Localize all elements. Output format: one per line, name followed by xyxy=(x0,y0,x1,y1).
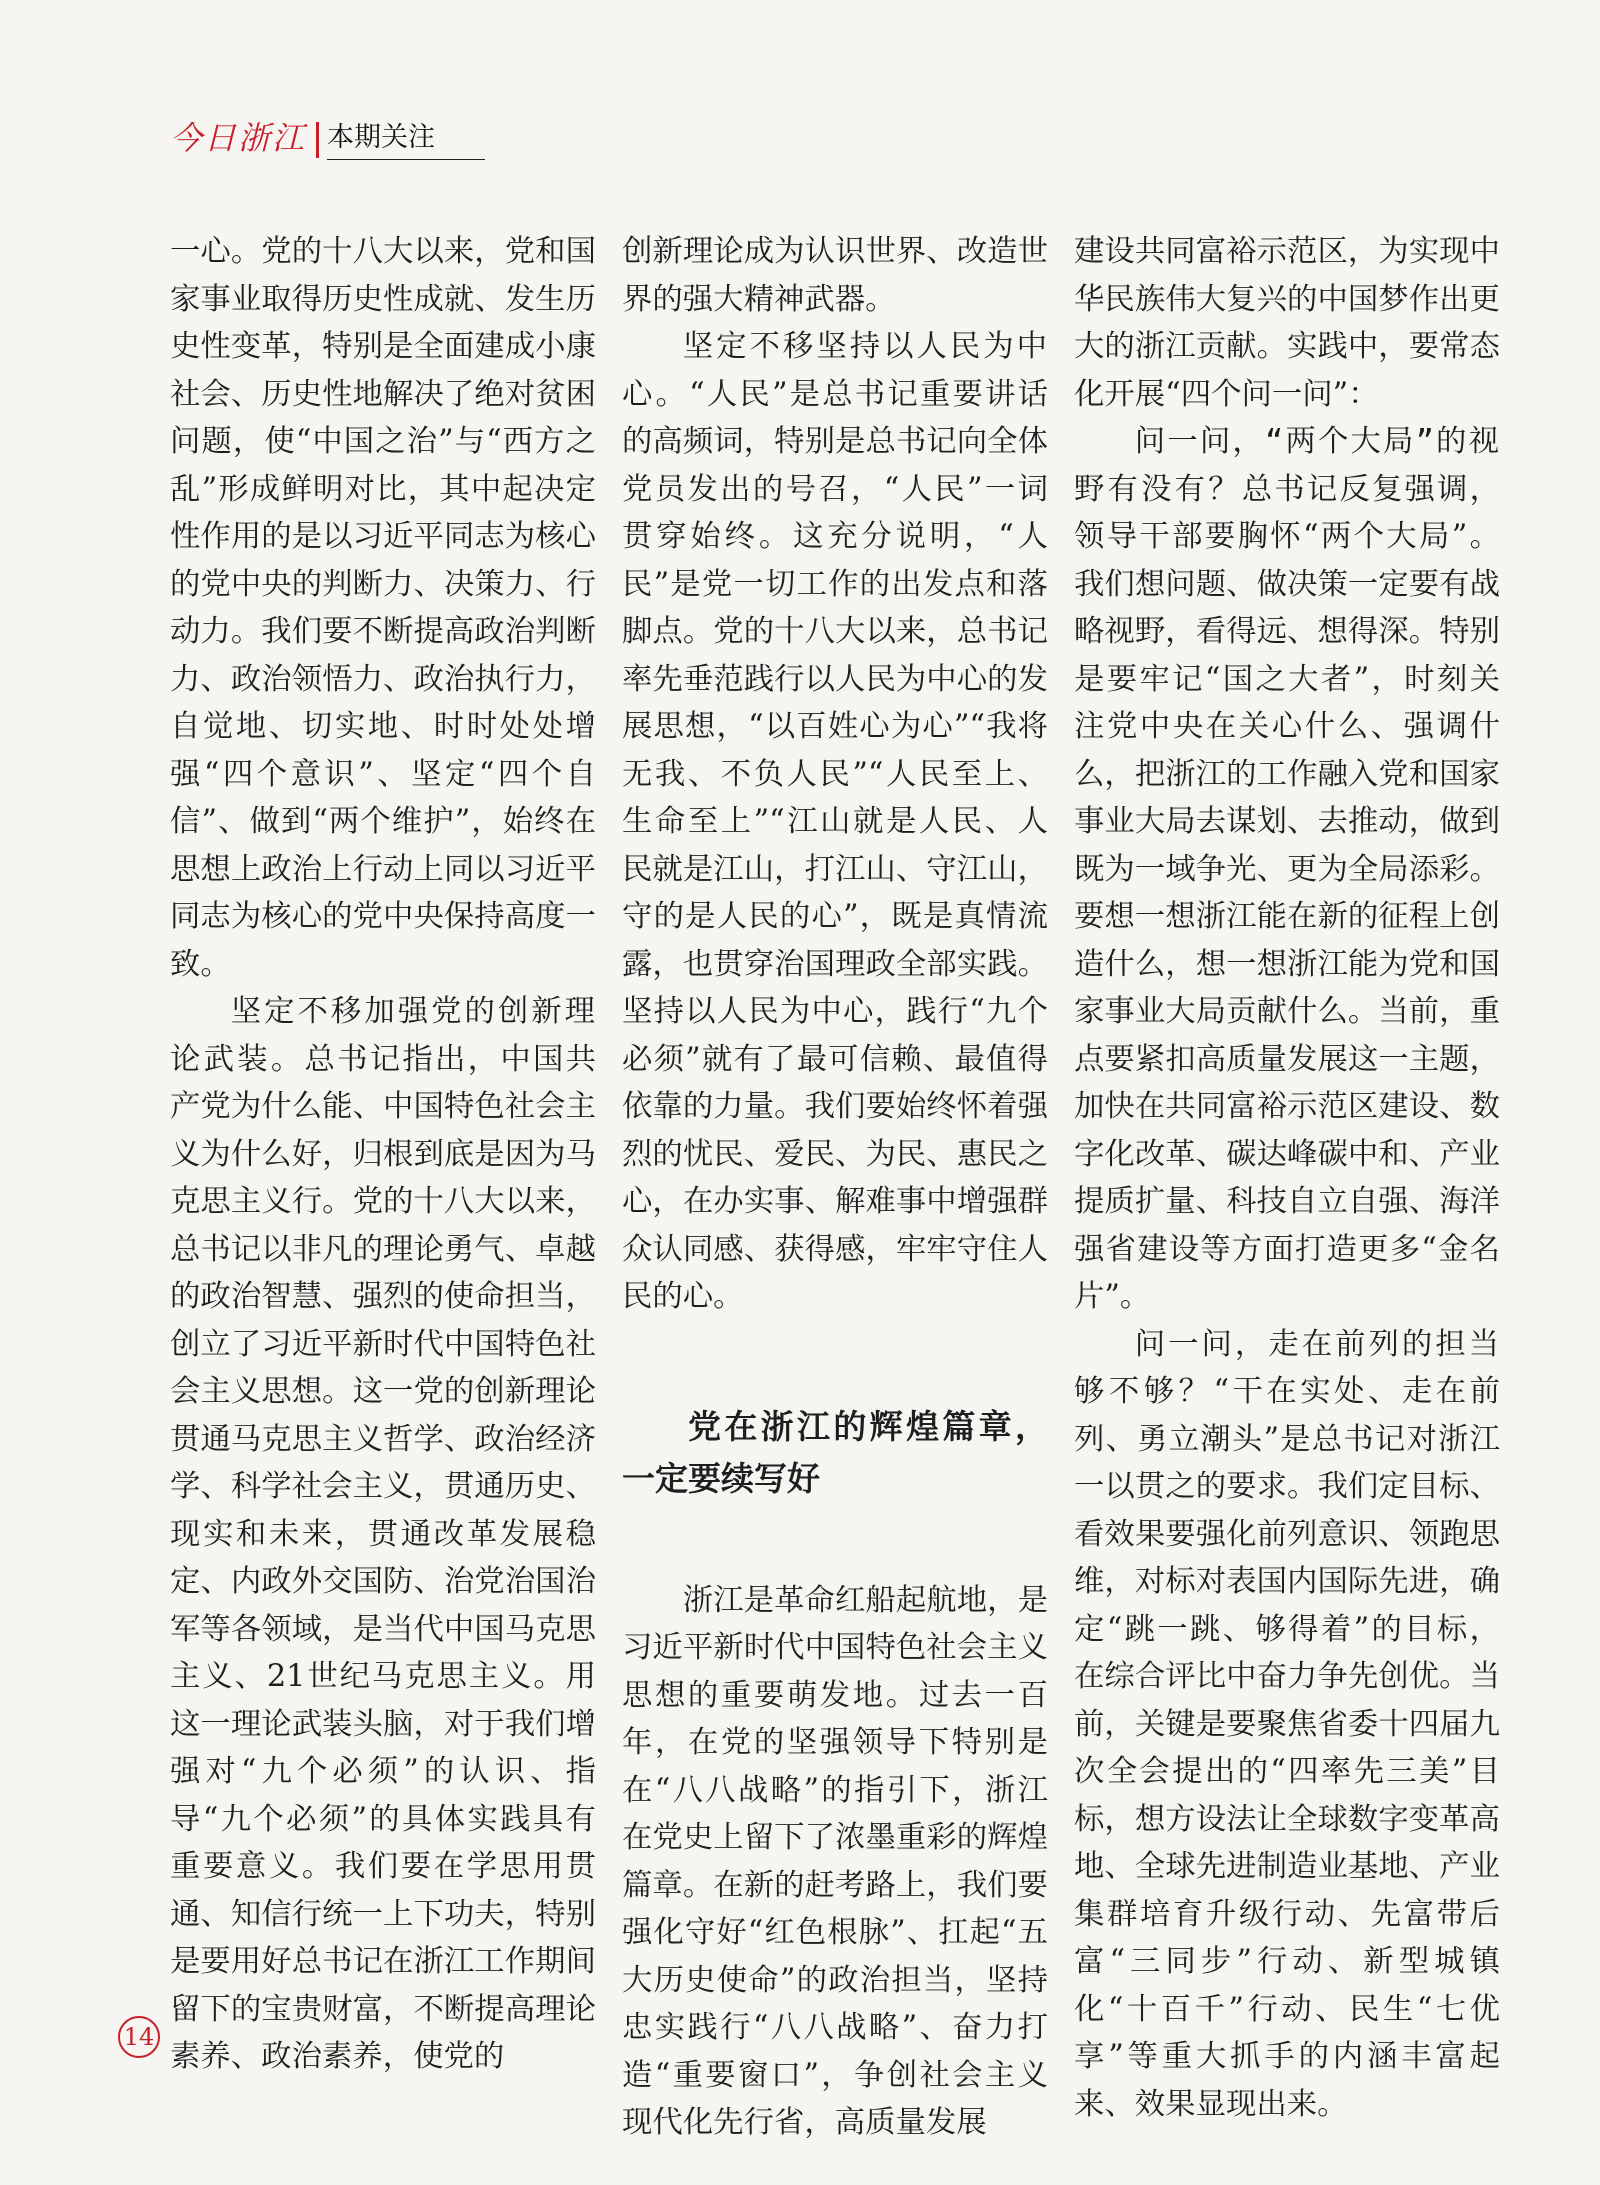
paragraph-lead: 坚定不移坚持以人民为中心。 xyxy=(622,329,1048,412)
paragraph: 浙江是革命红船起航地，是习近平新时代中国特色社会主义思想的重要萌发地。过去一百年，在党的坚强领导下特别是在“八八战略”的指引下，浙江在党史上留下了浓墨重彩的辉煌篇章。在新的赶考路上，我们要强化守好“红色根脉”、扛起“五大历史使命”的政治担当，坚持忠实践行“八八战略”、奋力打造“重要窗口”，争创社会主义现代化先行省，高质量发展 xyxy=(622,1582,1048,2140)
page-header xyxy=(170,119,485,160)
paragraph-lead: 问一问，走在前列的担当够不够？ xyxy=(1074,1326,1500,1409)
section-subheading: 党在浙江的辉煌篇章，一定要续写好 xyxy=(622,1406,1048,1498)
text-column-3 xyxy=(1074,228,1500,2128)
section-title: 本期关注 xyxy=(327,124,485,160)
paragraph: 一心。党的十八大以来，党和国家事业取得历史性成就、发生历史性变革，特别是全面建成小康社会、历史性地解决了绝对贫困问题，使“中国之治”与“西方之乱”形成鲜明对比，其中起决定性作用的是以习近平同志为核心的党中央的判断力、决策力、行动力。我们要不断提高政治判断力、政治领悟力、政治执行力，自觉地、切实地、时时处处增强“四个意识”、坚定“四个自信”、做到“两个维护”，始终在思想上政治上行动上同以习近平同志为核心的党中央保持高度一致。 xyxy=(170,234,596,982)
paragraph xyxy=(170,988,596,2081)
paragraph: 创新理论成为认识世界、改造世界的强大精神武器。 xyxy=(622,234,1048,317)
paragraph xyxy=(1074,418,1500,1321)
text-column-2 xyxy=(622,228,1048,2147)
paragraph-body: 总书记反复强调，领导干部要胸怀“两个大局”。我们想问题、做决策一定要有战略视野，看得远、想得深。特别是要牢记“国之大者”，时刻关注党中央在关心什么、强调什么，把浙江的工作融入党和国家事业大局去谋划、去推动，做到既为一域争光、更为全局添彩。要想一想浙江能在新的征程上创造什么，想一想浙江能为党和国家事业大局贡献什么。当前，重点要紧扣高质量发展这一主题，加快在共同富裕示范区建设、数字化改革、碳达峰碳中和、产业提质扩量、科技自立自强、海洋强省建设等方面打造更多“金名片”。 xyxy=(1074,471,1500,1314)
paragraph-body: 总书记指出，中国共产党为什么能、中国特色社会主义为什么好，归根到底是因为马克思主义行。党的十八大以来，总书记以非凡的理论勇气、卓越的政治智慧、强烈的使命担当，创立了习近平新时代中国特色社会主义思想。这一党的创新理论贯通马克思主义哲学、政治经济学、科学社会主义，贯通历史、现实和未来，贯通改革发展稳定、内政外交国防、治党治国治军等各领域，是当代中国马克思主义、21世纪马克思主义。用这一理论武装头脑，对于我们增强对“九个必须”的认识、指导“九个必须”的具体实践具有重要意义。我们要在学思用贯通、知信行统一上下功夫，特别是要用好总书记在浙江工作期间留下的宝贵财富，不断提高理论素养、政治素养，使党的 xyxy=(170,1041,596,2074)
paragraph xyxy=(622,323,1048,1321)
text-column-1 xyxy=(170,228,596,2081)
paragraph-lead: 问一问，“两个大局”的视野有没有？ xyxy=(1074,424,1500,507)
paragraph-lead: 坚定不移加强党的创新理论武装。 xyxy=(170,994,596,1077)
paragraph: 建设共同富裕示范区，为实现中华民族伟大复兴的中国梦作出更大的浙江贡献。实践中，要常态化开展“四个问一问”： xyxy=(1074,234,1500,412)
paragraph-body: “人民”是总书记重要讲话的高频词，特别是总书记向全体党员发出的号召，“人民”一词贯穿始终。这充分说明，“人民”是党一切工作的出发点和落脚点。党的十八大以来，总书记率先垂范践行以人民为中心的发展思想，“以百姓心为心”“我将无我、不负人民”“人民至上、生命至上”“江山就是人民、人民就是江山，打江山、守江山，守的是人民的心”，既是真情流露，也贯穿治国理政全部实践。坚持以人民为中心，践行“九个必须”就有了最可信赖、最值得依靠的力量。我们要始终怀着强烈的忧民、爱民、为民、惠民之心，在办实事、解难事中增强群众认同感、获得感，牢牢守住人民的心。 xyxy=(622,376,1048,1314)
header-divider xyxy=(316,122,319,158)
page-number: 14 xyxy=(118,2016,160,2058)
paragraph xyxy=(1074,1321,1500,2129)
paragraph-body: “干在实处、走在前列、勇立潮头”是总书记对浙江一以贯之的要求。我们定目标、看效果要强化前列意识、领跑思维，对标对表国内国际先进，确定“跳一跳、够得着”的目标，在综合评比中奋力争先创优。当前，关键是要聚焦省委十四届九次全会提出的“四率先三美”目标，想方设法让全球数字变革高地、全球先进制造业基地、产业集群培育升级行动、先富带后富“三同步”行动、新型城镇化“十百千”行动、民生“七优享”等重大抓手的内涵丰富起来、效果显现出来。 xyxy=(1074,1374,1500,2122)
magazine-logo: 今日浙江 xyxy=(170,119,307,157)
